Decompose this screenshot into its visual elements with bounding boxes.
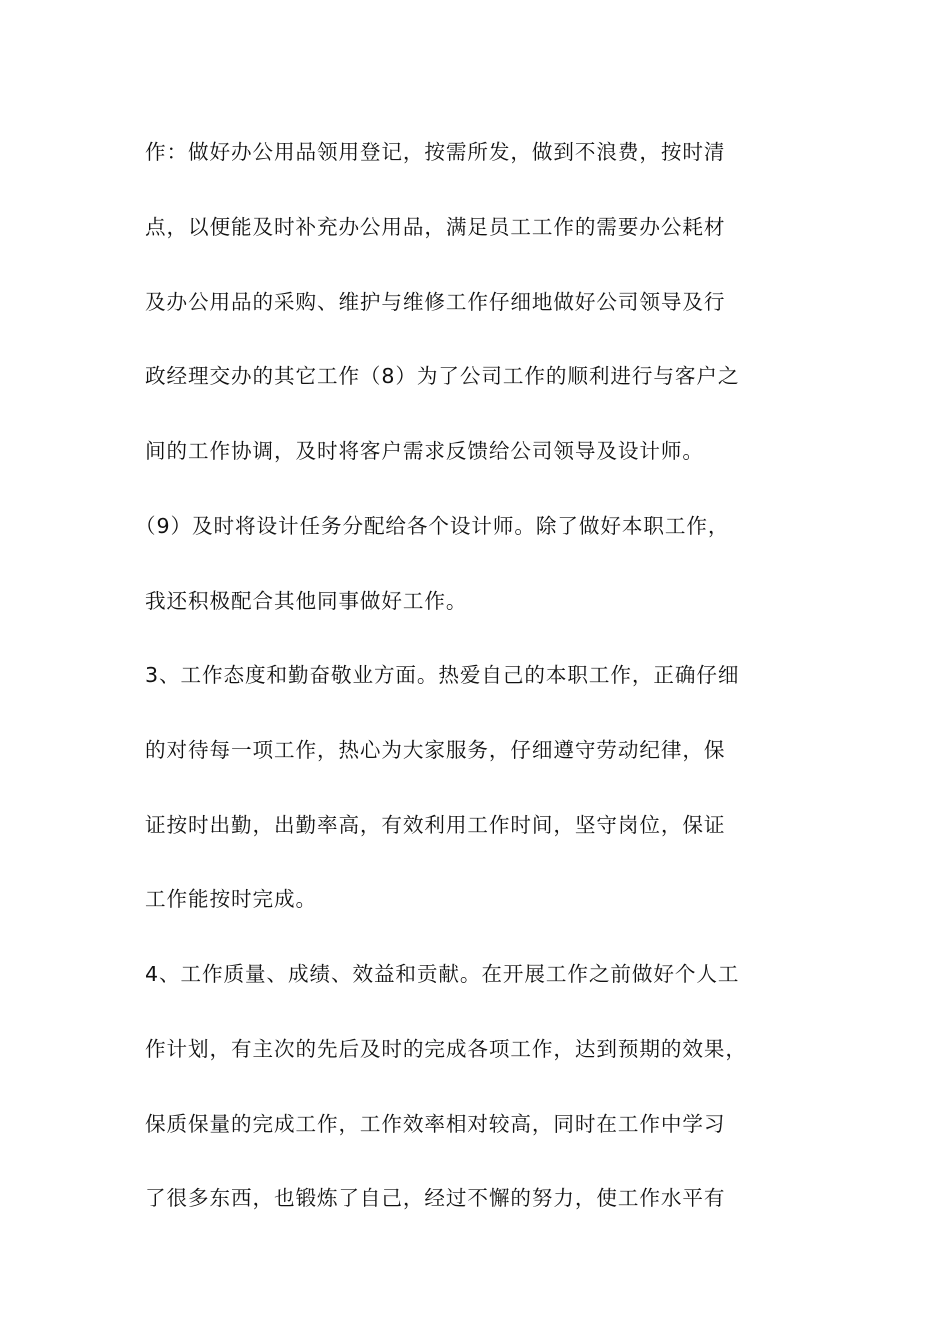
text-line: 证按时出勤，出勤率高，有效利用工作时间，坚守岗位，保证 [145,813,726,837]
text-line: 了很多东西，也锻炼了自己，经过不懈的努力，使工作水平有 [145,1186,726,1210]
text-line: 点，以便能及时补充办公用品，满足员工工作的需要办公耗材 [145,215,726,239]
text-line: 政经理交办的其它工作（8）为了公司工作的顺利进行与客户之 [145,364,740,388]
text-line: 保质保量的完成工作，工作效率相对较高，同时在工作中学习 [145,1112,726,1136]
text-line: 的对待每一项工作，热心为大家服务，仔细遵守劳动纪律，保 [145,738,726,762]
text-line: 及办公用品的采购、维护与维修工作仔细地做好公司领导及行 [145,290,726,314]
text-line: 间的工作协调，及时将客户需求反馈给公司领导及设计师。 [145,439,704,463]
text-line: 4、工作质量、成绩、效益和贡献。在开展工作之前做好个人工 [145,962,740,986]
text-line: 作计划，有主次的先后及时的完成各项工作，达到预期的效果， [145,1037,747,1061]
text-line: 作：做好办公用品领用登记，按需所发，做到不浪费，按时清 [145,140,726,164]
text-line: 3、工作态度和勤奋敬业方面。热爱自己的本职工作，正确仔细 [145,663,740,687]
text-line: （9）及时将设计任务分配给各个设计师。除了做好本职工作， [135,514,730,538]
text-line: 我还积极配合其他同事做好工作。 [145,589,468,613]
text-line: 工作能按时完成。 [145,887,317,911]
